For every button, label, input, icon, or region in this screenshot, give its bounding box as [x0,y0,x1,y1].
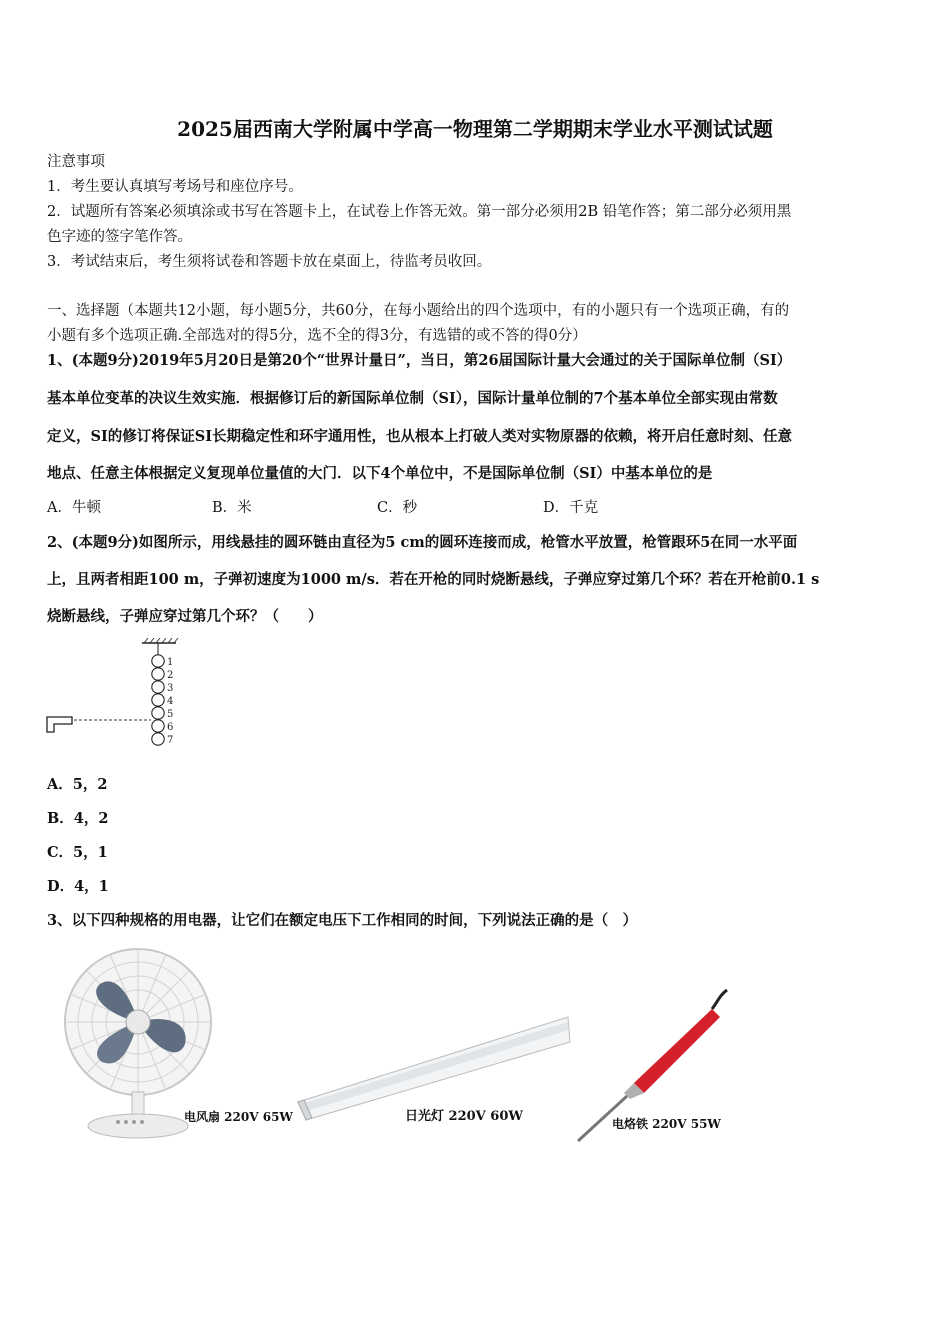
section-heading-line2: 小题有多个选项正确.全部选对的得5分，选不全的得3分，有选错的或不答的得0分） [47,328,587,344]
ring-4 [152,694,164,706]
q3-stem: 3、以下四种规格的用电器，让它们在额定电压下工作相同的时间，下列说法正确的是（ ） [47,912,638,929]
ring-label-7: 7 [167,735,174,746]
page-title: 2025届西南大学附属中学高一物理第二学期期末学业水平测试试题 [177,117,773,141]
ring-6 [152,720,164,732]
q1-option-b: B．米 [212,500,252,516]
q1-line-2: 基本单位变革的决议生效实施．根据修订后的新国际单位制（SI），国际计量单位制的7个基本单位全部实现由常数 [47,390,778,407]
notice-heading: 注意事项 [47,154,105,170]
ring-label-2: 2 [167,670,174,681]
notice-item-2: 2．试题所有答案必须填涂或书写在答题卡上，在试卷上作答无效。第一部分必须用2B 铅笔作答；第二部分必须用黑 [47,204,792,220]
q2-option-d: D．4，1 [47,878,109,895]
ring-chain-figure [44,638,194,753]
ring-label-1: 1 [167,657,174,668]
soldering-iron-label: 电烙铁 220V 55W [612,1117,721,1131]
notice-item-2-cont: 色字迹的签字笔作答。 [47,229,192,245]
lamp-label: 日光灯 220V 60W [405,1109,523,1124]
ring-5 [152,707,164,719]
q1-line-3: 定义，SI的修订将保证SI长期稳定性和环宇通用性，也从根本上打破人类对实物原器的依赖，将开启任意时刻、任意 [47,428,793,445]
q2-option-c: C．5，1 [47,844,108,861]
gun-barrel [47,717,72,732]
ring-7 [152,733,164,745]
ring-2 [152,668,164,680]
q2-line-2: 上，且两者相距100 m，子弹初速度为1000 m/s．若在开枪的同时烧断悬线，子弹应穿过第几个环？若在开枪前0.1 s [47,571,820,588]
ring-label-5: 5 [167,709,174,720]
q2-line-1: 2、(本题9分)如图所示，用线悬挂的圆环链由直径为5 cm的圆环连接而成，枪管水平放置，枪管跟环5在同一水平面 [47,534,798,551]
q1-line-4: 地点、任意主体根据定义复现单位量值的大门．以下4个单位中，不是国际单位制（SI）中基本单位的是 [47,465,713,482]
section-heading-line1: 一、选择题（本题共12小题，每小题5分，共60分，在每小题给出的四个选项中，有的小题只有一个选项正确，有的 [47,303,790,319]
notice-item-1: 1．考生要认真填写考场号和座位序号。 [47,179,303,195]
ring-label-4: 4 [167,696,174,707]
ring-1 [152,655,164,667]
q2-option-a: A．5，2 [47,776,108,793]
fan-label: 电风扇 220V 65W [184,1110,293,1124]
ring-3 [152,681,164,693]
q1-option-c: C．秒 [377,500,418,516]
ring-label-3: 3 [167,683,174,694]
notice-item-3: 3．考试结束后，考生须将试卷和答题卡放在桌面上，待监考员收回。 [47,254,492,270]
q2-option-b: B．4，2 [47,810,109,827]
q1-option-a: A．牛顿 [47,500,101,516]
q1-line-1: 1、(本题9分)2019年5月20日是第20个“世界计量日”，当日，第26届国际计量大会通过的关于国际单位制（SI） [47,352,792,369]
q1-option-d: D．千克 [543,500,599,516]
q2-line-3: 烧断悬线，子弹应穿过第几个环？（ ） [47,608,323,625]
ring-label-6: 6 [167,722,174,733]
